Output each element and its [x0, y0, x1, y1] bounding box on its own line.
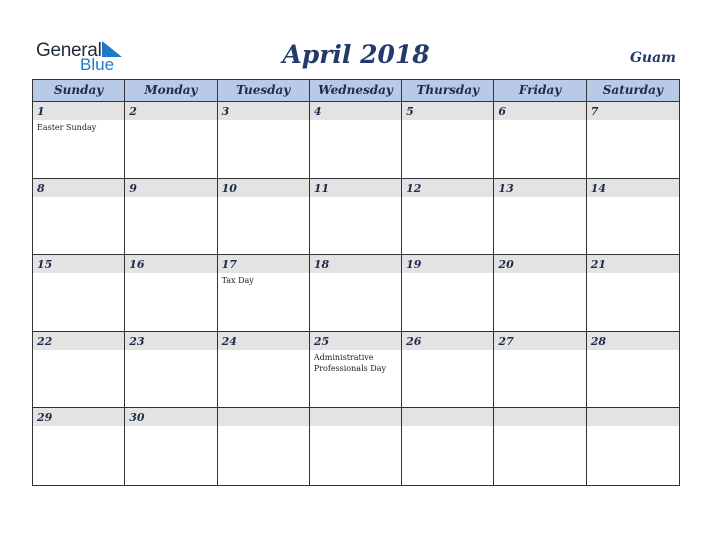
- day-cell: [310, 179, 402, 256]
- day-number: 15: [37, 258, 53, 272]
- day-cell: [218, 408, 310, 485]
- weekday-header-sunday: Sunday: [33, 80, 125, 102]
- day-number: 8: [37, 181, 45, 195]
- day-number: 26: [406, 334, 422, 348]
- day-number: 20: [498, 258, 514, 272]
- day-number: 13: [498, 181, 514, 195]
- day-cell: [587, 179, 679, 256]
- day-number-bar: [587, 102, 679, 120]
- calendar-grid: [32, 79, 680, 486]
- weekday-header-saturday: Saturday: [587, 80, 679, 102]
- logo-blue-text: Blue: [80, 55, 115, 74]
- day-number-bar: [218, 408, 309, 426]
- day-number-bar: [125, 179, 216, 197]
- day-number-bar: [33, 102, 124, 120]
- day-cell: [218, 332, 310, 409]
- day-number: 24: [221, 334, 237, 348]
- holiday-label: Tax Day: [221, 276, 254, 286]
- day-cell: [587, 102, 679, 179]
- day-cell: [310, 255, 402, 332]
- day-number: 16: [129, 258, 145, 272]
- day-cell: [33, 102, 125, 179]
- day-number: 25: [313, 334, 330, 348]
- day-number: 12: [406, 181, 422, 195]
- weekday-header-wednesday: Wednesday: [310, 80, 402, 102]
- day-cell: [402, 408, 494, 485]
- day-cell: [494, 102, 586, 179]
- day-number: 17: [221, 258, 237, 272]
- day-number: 7: [590, 105, 599, 118]
- weekday-header-friday: Friday: [494, 80, 586, 102]
- day-cell: [218, 255, 310, 332]
- day-cell: [33, 255, 125, 332]
- day-number-bar: [310, 408, 401, 426]
- day-cell: [402, 179, 494, 256]
- weekday-header-tuesday: Tuesday: [218, 80, 310, 102]
- day-cell: [218, 179, 310, 256]
- day-number-bar: [310, 102, 401, 120]
- day-cell: [587, 255, 679, 332]
- logo-general-text: General: [36, 40, 102, 61]
- holiday-label: Easter Sunday: [37, 123, 97, 132]
- day-number: 28: [590, 334, 607, 348]
- weekday-header-thursday: Thursday: [402, 80, 494, 102]
- day-number-bar: [33, 179, 124, 197]
- day-number: 9: [129, 181, 137, 195]
- day-number: 21: [590, 258, 607, 272]
- day-cell: [494, 255, 586, 332]
- day-cell: [494, 332, 586, 409]
- day-number: 27: [498, 334, 514, 348]
- day-number: 5: [406, 105, 414, 118]
- day-number: 18: [313, 258, 330, 272]
- day-cell: [494, 408, 586, 485]
- day-number: 1: [37, 105, 45, 118]
- day-cell: [33, 408, 125, 485]
- day-cell: [125, 408, 217, 485]
- calendar-title: April 2018: [282, 40, 430, 69]
- day-cell: [587, 332, 679, 409]
- day-number: 22: [37, 334, 53, 348]
- day-cell: [402, 332, 494, 409]
- day-number: 2: [129, 105, 137, 118]
- day-number-bar: [402, 408, 493, 426]
- day-number: 23: [129, 334, 145, 348]
- day-cell: [587, 408, 679, 485]
- day-cell: [125, 255, 217, 332]
- day-number-bar: [218, 102, 309, 120]
- day-number-bar: [587, 408, 679, 426]
- day-cell: [402, 102, 494, 179]
- day-number: 4: [313, 105, 322, 118]
- weekday-header-monday: Monday: [125, 80, 217, 102]
- day-number: 6: [498, 105, 507, 118]
- day-number: 29: [37, 411, 53, 425]
- day-cell: [402, 255, 494, 332]
- day-number-bar: [494, 408, 585, 426]
- day-number: 3: [221, 105, 230, 118]
- day-number-bar: [125, 102, 216, 120]
- day-number: 19: [406, 258, 422, 272]
- day-cell: [125, 179, 217, 256]
- day-number: 14: [590, 181, 607, 195]
- day-cell: [33, 332, 125, 409]
- day-cell: [310, 408, 402, 485]
- day-cell: [33, 179, 125, 256]
- day-number: 11: [313, 181, 330, 195]
- day-cell: [310, 332, 402, 409]
- day-cell: [218, 102, 310, 179]
- day-cell: [494, 179, 586, 256]
- holiday-label: Administrative Professionals Day: [313, 352, 386, 373]
- day-cell: [310, 102, 402, 179]
- day-number-bar: [402, 102, 493, 120]
- day-cell: [125, 332, 217, 409]
- region-label: Guam: [629, 50, 676, 66]
- day-number: 10: [221, 181, 237, 195]
- day-number-bar: [494, 102, 585, 120]
- day-number: 30: [129, 411, 145, 425]
- day-cell: [125, 102, 217, 179]
